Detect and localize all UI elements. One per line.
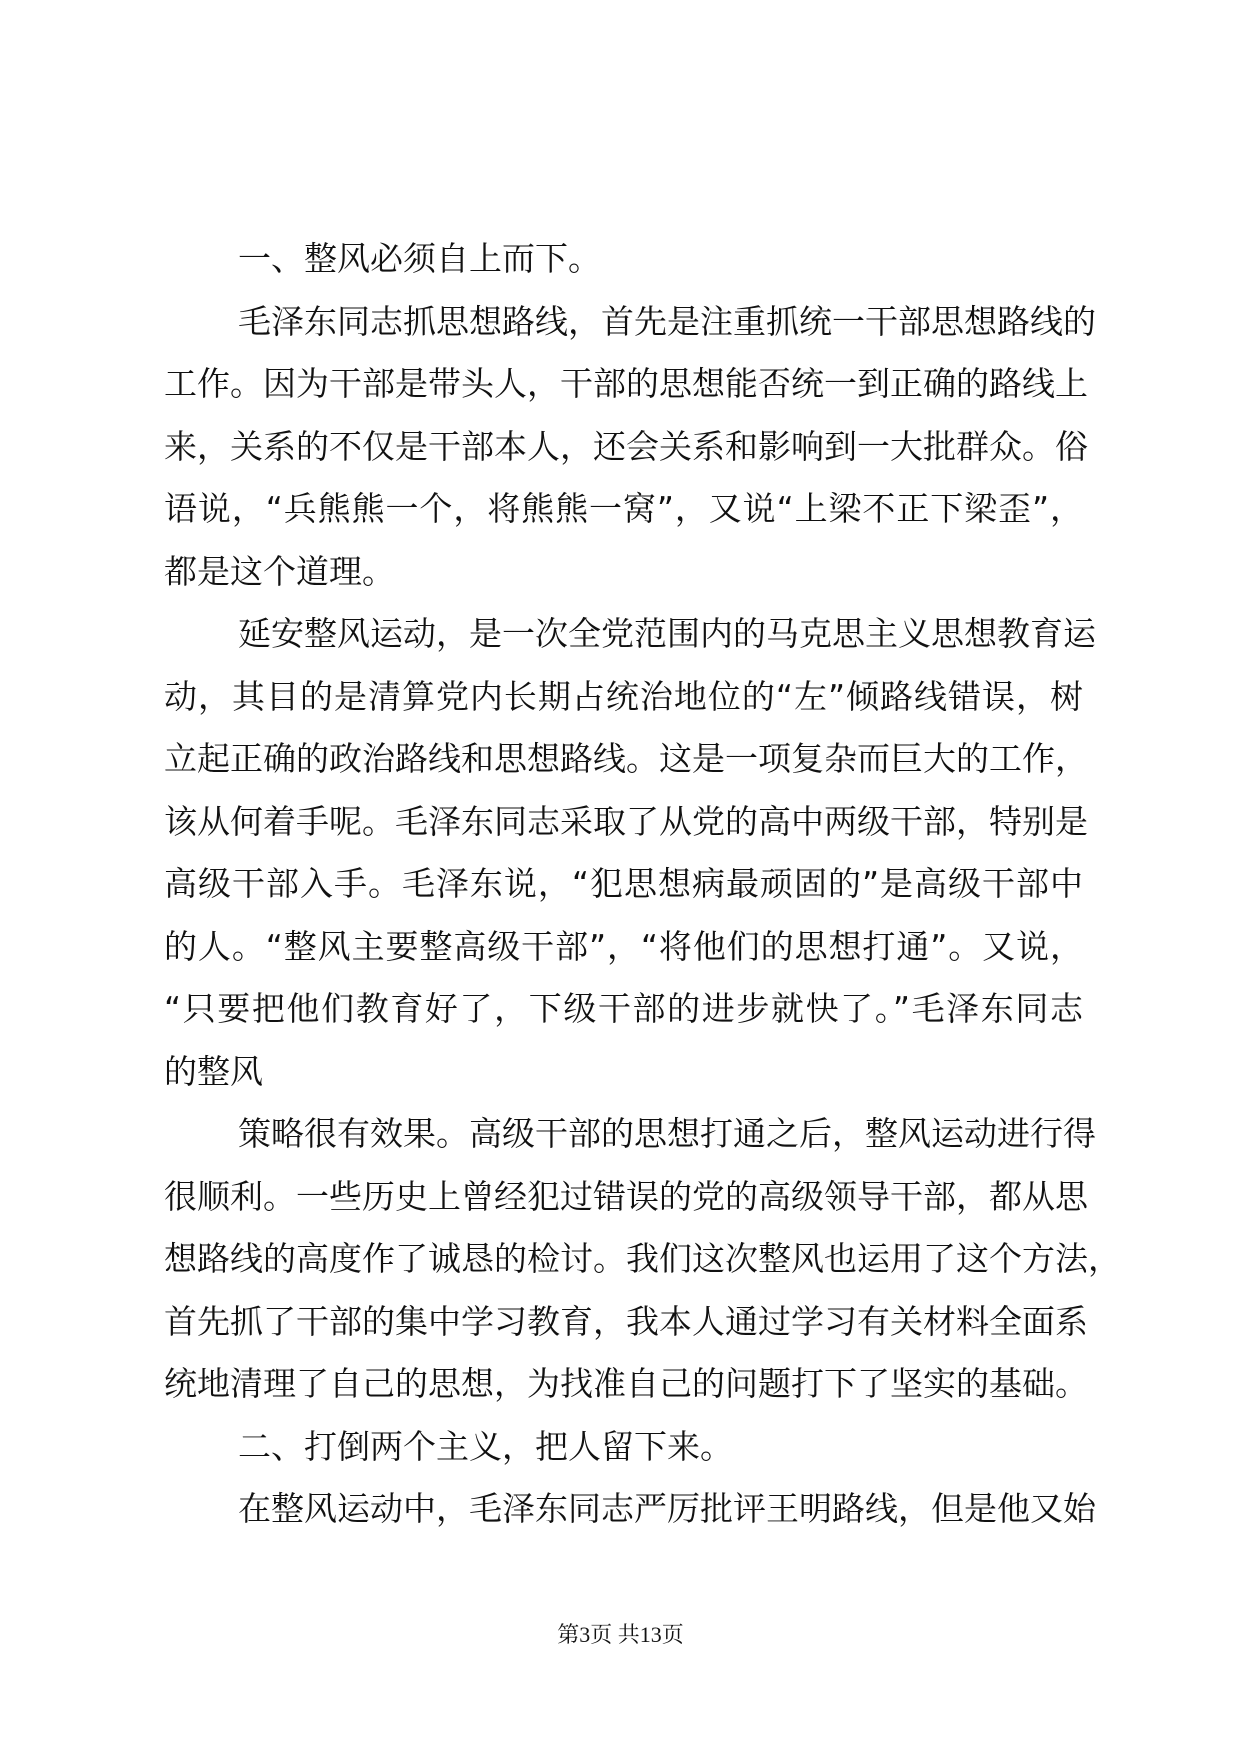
text-line: 高级干部入手。毛泽东说，“犯思想病最顽固的”是高级干部中	[164, 864, 1083, 903]
text-line: 统地清理了自己的思想，为找准自己的问题打下了坚实的基础。	[164, 1364, 1088, 1403]
text-line: 想路线的高度作了诚恳的检讨。我们这次整风也运用了这个方法，	[164, 1239, 1121, 1278]
text-line: 该从何着手呢。毛泽东同志采取了从党的高中两级干部，特别是	[164, 801, 1088, 841]
text-line: 延安整风运动，是一次全党范围内的马克思主义思想教育运	[238, 614, 1096, 653]
text-line: 的人。“整风主要整高级干部”，“将他们的思想打通”。又说，	[164, 926, 1083, 966]
text-line: 毛泽东同志抓思想路线，首先是注重抓统一干部思想路线的	[238, 301, 1096, 341]
text-line: 首先抓了干部的集中学习教育，我本人通过学习有关材料全面系	[164, 1301, 1088, 1341]
text-line: 语说，“兵熊熊一个，将熊熊一窝”，又说“上梁不正下梁歪”，	[164, 489, 1083, 528]
text-line: 来，关系的不仅是干部本人，还会关系和影响到一大批群众。俗	[164, 426, 1088, 466]
text-line: 策略很有效果。高级干部的思想打通之后，整风运动进行得	[238, 1114, 1096, 1153]
document-body	[164, 228, 1121, 1541]
text-line: 都是这个道理。	[164, 551, 395, 591]
page-number-footer: 第3页 共13页	[557, 1622, 684, 1647]
text-line: 一、整风必须自上而下。	[238, 239, 601, 278]
text-line: 立起正确的政治路线和思想路线。这是一项复杂而巨大的工作，	[164, 739, 1088, 778]
text-line: 动，其目的是清算党内长期占统治地位的“左”倾路线错误，树	[164, 676, 1083, 716]
text-line: 的整风	[164, 1051, 263, 1091]
text-line: “只要把他们教育好了，下级干部的进步就快了。”毛泽东同志	[164, 989, 1083, 1028]
text-line: 很顺利。一些历史上曾经犯过错误的党的高级领导干部，都从思	[164, 1176, 1088, 1216]
text-line: 二、打倒两个主义，把人留下来。	[238, 1426, 733, 1466]
text-line: 在整风运动中，毛泽东同志严厉批评王明路线，但是他又始	[238, 1489, 1096, 1528]
text-line: 工作。因为干部是带头人，干部的思想能否统一到正确的路线上	[164, 364, 1088, 403]
